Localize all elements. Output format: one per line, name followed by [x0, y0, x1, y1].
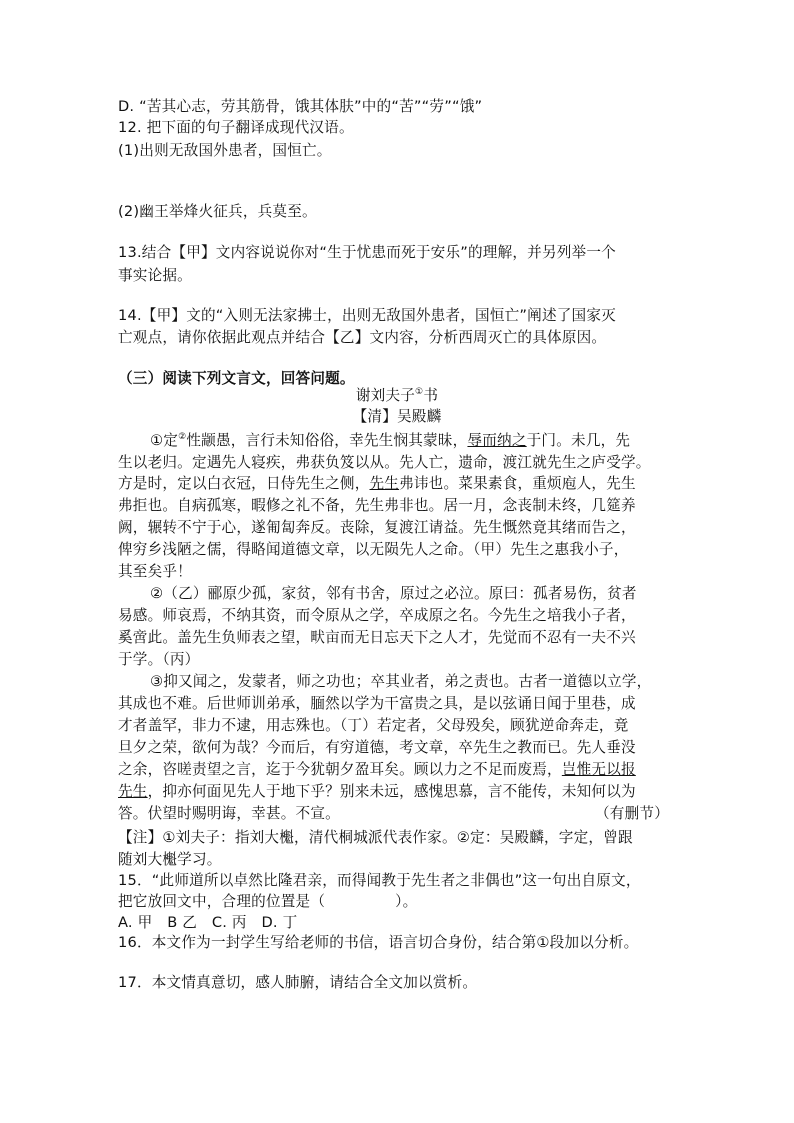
para1-text: 性颛愚，言行未知俗俗，幸先生悯其蒙昧，	[186, 432, 468, 449]
q15-line-2	[118, 892, 417, 912]
para2-line-3: 奚啻此。盖先生负师表之望，畎亩而无日忘天下之人才，先觉而不忍有一夫不兴	[118, 629, 636, 646]
q15-line-1: 15．“此师道所以卓然比隆君亲，而得闻教于先生者之非偶也”这一句出自原文，	[118, 872, 641, 889]
para3-line-1: ③抑又闻之，发蒙者，师之功也；卒其业者，弟之责也。古者一道德以立学，	[150, 673, 652, 690]
para1-line-6: 俾穷乡浅陋之儒，得略闻道德文章，以无陨先人之命。（甲）先生之惠我小子，	[118, 541, 629, 558]
para1-text: 于门。未几，先	[526, 432, 631, 449]
q15-answer-blank[interactable]	[325, 905, 395, 906]
q15-options: A. 甲 B 乙 C. 丙 D. 丁	[118, 914, 298, 931]
q12-sentence-1: (1)出则无敌国外患者，国恒亡。	[118, 142, 332, 159]
q16-text: 16．本文作为一封学生写给老师的书信，语言切合身份，结合第①段加以分析。	[118, 934, 639, 951]
essay-title-note: ①	[415, 387, 424, 398]
para1-underlined: 辱而纳之	[467, 432, 527, 449]
q14-line-1: 14.【甲】文的“入则无法家拂士，出则无敌国外患者，国恒亡”阐述了国家灭	[118, 307, 616, 324]
para1-line-7: 其至矣乎！	[118, 563, 192, 580]
para1-text: 弗讳也。菜果素食，重烦庖人，先生	[399, 475, 636, 492]
footnote-line-1: 【注】①刘夫子：指刘大櫆，清代桐城派代表作家。②定：吴殿麟，字定，曾跟	[118, 829, 633, 846]
footnote-line-2: 随刘大櫆学习。	[118, 851, 222, 868]
abridged-note: （有删节）	[595, 805, 669, 822]
para1-line-4: 弗拒也。自病孤寒，暇修之礼不备，先生弗非也。居一月，念丧制未终，几筵养	[118, 497, 636, 514]
q11-option-d: D. “苦其心志，劳其筋骨，饿其体肤”中的“苦”“劳”“饿”	[118, 98, 483, 115]
para3-underlined: 先生	[118, 783, 148, 800]
q12-stem: 12. 把下面的句子翻译成现代汉语。	[118, 119, 354, 136]
essay-title	[0, 386, 794, 406]
para3-line-4: 旦夕之荣，欲何为哉？今而后，有穷道德，考文章，卒先生之教而已。先人垂没	[118, 739, 636, 756]
q14-line-2: 亡观点，请你依据此观点并结合【乙】文内容，分析西周灭亡的具体原因。	[118, 329, 607, 346]
para1-line-3	[118, 474, 636, 494]
essay-title-text: 谢刘夫子	[355, 387, 416, 404]
para1-line-1	[150, 431, 630, 451]
para2-line-2: 易感。师哀焉，不纳其资，而令原从之学，卒成原之名。今先生之培我小子者，	[118, 607, 636, 624]
para3-text: 之余，咨嗟责望之言，迄于今犹朝夕盈耳矣。顾以力之不足而废焉，	[118, 761, 562, 778]
q13-line-1: 13.结合【甲】文内容说说你对“生于忧患而死于安乐”的理解，并另列举一个	[118, 244, 616, 261]
q13-line-2: 事实论据。	[118, 267, 192, 284]
para3-line-3: 才者盖罕，非力不逮，用志殊也。（丁）若定者，父母殁矣，顾犹逆命奔走，竟	[118, 717, 629, 734]
para3-line-6	[118, 782, 636, 802]
para1-text: 方是时，定以白衣冠，日侍先生之侧，	[118, 475, 370, 492]
q15-stem: 把它放回文中，合理的位置是（	[118, 893, 326, 910]
para3-line-7: 答。伏望时赐明诲，幸甚。不宣。	[118, 805, 340, 822]
para3-line-2: 其成也不难。后世师训弟承，腼然以学为干富贵之具，是以弦诵日闻于里巷，成	[118, 695, 636, 712]
para3-text: ，抑亦何面见先人于地下乎？别来未远，感愧思慕，言不能传，未知何以为	[147, 783, 636, 800]
para1-underlined: 先生	[369, 475, 400, 492]
para2-line-4: 于学。（丙）	[118, 651, 200, 668]
para1-text: ①定	[150, 432, 179, 449]
para1-line-5: 阙，辗转不宁于心，遂匍匐奔反。丧除，复渡江请益。先生慨然竟其绪而告之，	[118, 519, 636, 536]
section-heading: （三）阅读下列文言文，回答问题。	[118, 370, 355, 387]
q15-stem-end: ）。	[395, 893, 418, 910]
para3-underlined: 岂惟无以报	[561, 761, 636, 778]
q17-text: 17．本文情真意切，感人肺腑，请结合全文加以赏析。	[118, 974, 478, 991]
essay-title-end: 书	[423, 387, 439, 404]
para1-note-mark: ②	[178, 432, 187, 443]
para1-line-2: 生以老归。定遇先人寝疾，弗获负笈以从。先人亡，遗命，渡江就先生之庐受学。	[118, 454, 651, 471]
para2-line-1: ②（乙）郦原少孤，家贫，邻有书舍，原过之必泣。原曰：孤者易伤，贫者	[150, 585, 637, 602]
para3-line-5	[118, 760, 636, 780]
q12-sentence-2: (2)幽王举烽火征兵，兵莫至。	[118, 203, 317, 220]
essay-author: 【清】吴殿麟	[352, 408, 442, 425]
